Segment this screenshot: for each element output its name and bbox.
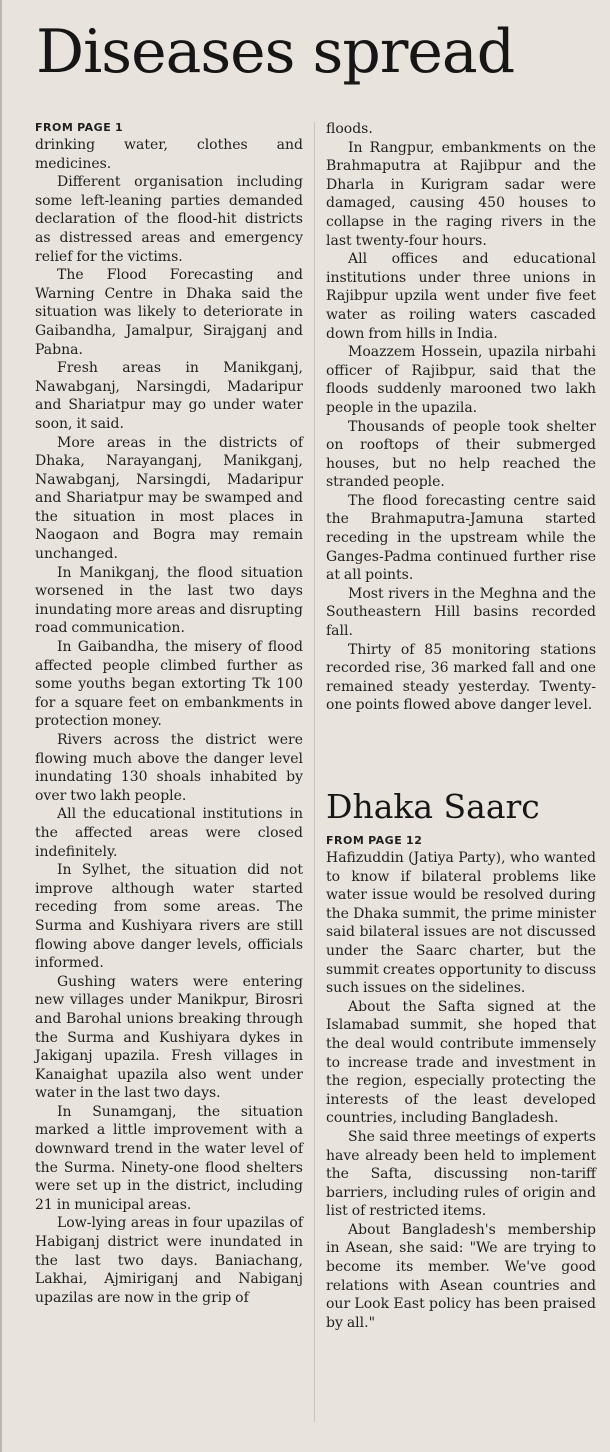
paragraph: All offices and educational institutions under three unions in Rajibpur upzila went under five feet water as roiling waters cascaded down from hills in India.	[326, 251, 596, 342]
left-column	[35, 120, 303, 1307]
paragraph: Different organisation including some left-leaning parties demanded declaration of the flood-hit districts as distressed areas and emergency relief for the victims.	[35, 174, 303, 265]
paragraph: The Flood Forecasting and Warning Centre in Dhaka said the situation was likely to deteriorate in Gaibandha, Jamalpur, Sirajganj and Pabna.	[35, 267, 303, 358]
paragraph: Fresh areas in Manikganj, Nawabganj, Narsingdi, Madaripur and Shariatpur may go under water soon, it said.	[35, 360, 303, 432]
column-divider	[314, 122, 315, 1422]
paragraph: About Bangladesh's membership in Asean, she said: "We are trying to become its member. We've good relations with Asean countries and our Look East policy has been praised by all."	[326, 1221, 596, 1331]
paragraph: The flood forecasting centre said the Brahmaputra-Jamuna started receding in the upstream while the Ganges-Padma continued further rise at all points.	[326, 492, 596, 584]
paragraph: More areas in the districts of Dhaka, Narayanganj, Manikganj, Nawabganj, Narsingdi, Madaripur and Shariatpur may be swamped and the situation in most places in Naogaon and Bogra may remain unchanged.	[35, 434, 303, 563]
kicker-from-page: FROM PAGE 12	[326, 834, 423, 847]
paragraph: Rivers across the district were flowing much above the danger level inundating 130 shoals inhabited by over two lakh people.	[35, 732, 303, 804]
paragraph: In Gaibandha, the misery of flood affected people climbed further as some youths began extorting Tk 100 for a square feet on embankments in protection money.	[35, 639, 303, 730]
right-column	[326, 120, 596, 715]
paragraph: All the educational institutions in the affected areas were closed indefinitely.	[35, 806, 303, 860]
paragraph: In Sylhet, the situation did not improve although water started receding from some areas. The Surma and Kushiyara rivers are still flowing above danger levels, officials informed.	[35, 862, 303, 972]
second-story-body	[326, 833, 596, 1332]
paragraph: Gushing waters were entering new villages under Manikpur, Birosri and Barohal unions breaking through the Surma and Kushiyara dykes in Jakiganj upazila. Fresh villages in Kanaighat upazila also went under water in the last two days.	[35, 973, 303, 1102]
headline: Diseases spread	[36, 17, 515, 87]
paragraph: In Sunamganj, the situation marked a little improvement with a downward trend in the water level of the Surma. Ninety-one flood shelters were set up in the district, including 21 in municipal areas.	[35, 1103, 303, 1213]
kicker-from-page: FROM PAGE 1	[35, 121, 124, 134]
second-story-headline: Dhaka Saarc	[326, 787, 540, 826]
paragraph: Hafizuddin (Jatiya Party), who wanted to know if bilateral problems like water issue would be resolved during the Dhaka summit, the prime minister said bilateral issues are not discussed under the Saarc charter, but the summit creates opportunity to discuss such issues on the sidelines.	[326, 850, 596, 997]
paragraph: drinking water, clothes and medicines.	[35, 137, 303, 172]
paragraph: Moazzem Hossein, upazila nirbahi officer of Rajibpur, said that the floods suddenly marooned two lakh people in the upazila.	[326, 344, 596, 416]
paragraph: Thousands of people took shelter on rooftops of their submerged houses, but no help reached the stranded people.	[326, 418, 596, 491]
paragraph: In Manikganj, the flood situation worsened in the last two days inundating more areas and disrupting road communication.	[35, 564, 303, 637]
paragraph: Most rivers in the Meghna and the Southeastern Hill basins recorded fall.	[326, 585, 596, 640]
paragraph: About the Safta signed at the Islamabad summit, she hoped that the deal would contribute immensely to increase trade and investment in the region, especially protecting the interests of the least developed countries, including Bangladesh.	[326, 998, 596, 1127]
paragraph: She said three meetings of experts have already been held to implement the Safta, discussing non-tariff barriers, including rules of origin and list of restricted items.	[326, 1128, 596, 1220]
paragraph: Thirty of 85 monitoring stations recorded rise, 36 marked fall and one remained steady yesterday. Twenty-one points flowed above danger level.	[326, 641, 596, 714]
paragraph: In Rangpur, embankments on the Brahmaputra at Rajibpur and the Dharla in Kurigram sadar were damaged, causing 450 houses to collapse in the raging rivers in the last twenty-four hours.	[326, 139, 596, 249]
paragraph: floods.	[326, 121, 373, 137]
paragraph: Low-lying areas in four upazilas of Habiganj district were inundated in the last two days. Baniachang, Lakhai, Ajmiriganj and Nabiganj upazilas are now in the grip of	[35, 1215, 303, 1306]
